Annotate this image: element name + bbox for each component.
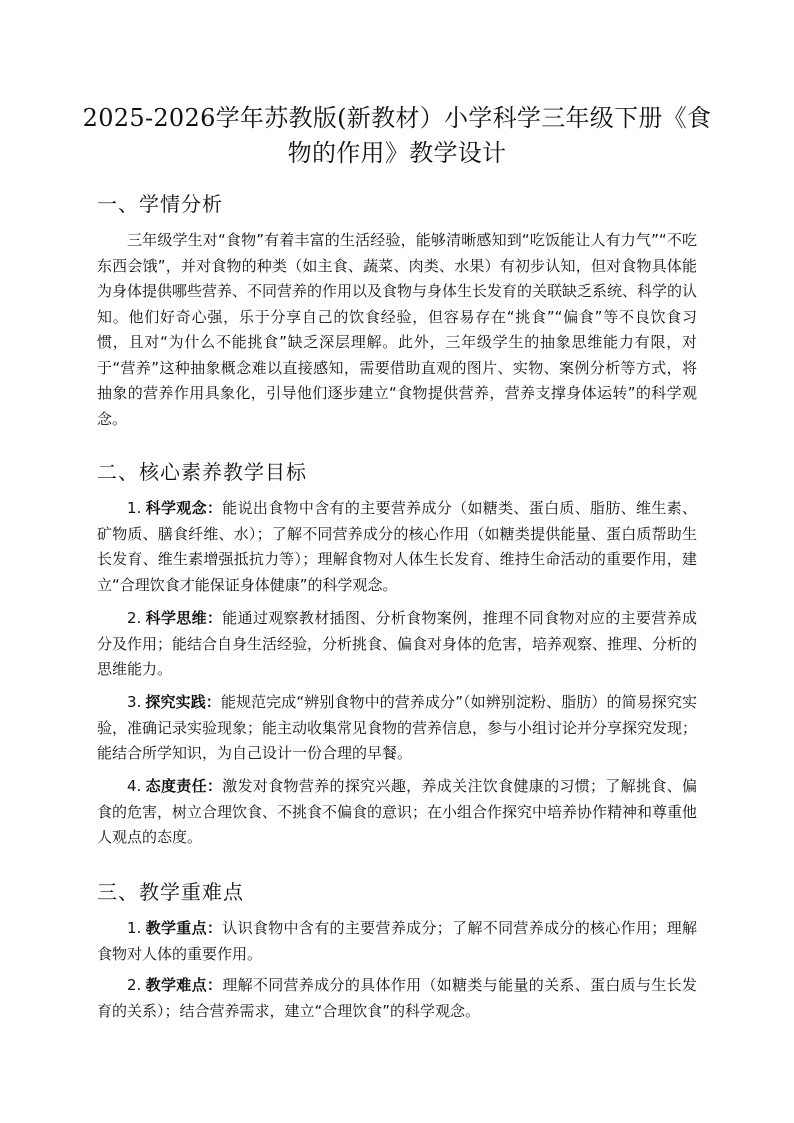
key-point-text: 认识食物中含有的主要营养成分；了解不同营养成分的核心作用；理解食物对人体的重要作用。 xyxy=(97,919,697,963)
objective-label: 科学观念： xyxy=(145,499,223,517)
learner-analysis-paragraph: 三年级学生对“食物”有着丰富的生活经验，能够清晰感知到“吃饭能让人有力气”“不吃东西会饿”，并对食物的种类（如主食、蔬菜、肉类、水果）有初步认知，但对食物具体能为身体提供哪些营养、不同营养的作用以及食物与身体生长发育的关联缺乏系统、科学的认知。他们好奇心强，乐于分享自己的饮食经验，但容易存在“挑食”“偏食”等不良饮食习惯，且对“为什么不能挑食”缺乏深层理解。此外，三年级学生的抽象思维能力有限，对于“营养”这种抽象概念难以直接感知，需要借助直观的图片、实物、案例分析等方式，将抽象的营养作用具象化，引导他们逐步建立“食物提供营养，营养支撑身体运转”的科学观念。 xyxy=(97,231,698,428)
section-heading-learner-analysis: 一、学情分析 xyxy=(97,192,223,216)
objective-item xyxy=(97,690,697,767)
difficulty-item xyxy=(97,973,697,1024)
objective-number: 4. xyxy=(127,777,142,795)
difficulty-text: 理解不同营养成分的具体作用（如糖类与能量的关系、蛋白质与生长发育的关系）；结合营养需求，建立“合理饮食”的科学观念。 xyxy=(97,976,697,1020)
difficulty-number: 2. xyxy=(127,976,142,994)
objective-label: 探究实践： xyxy=(145,693,221,711)
objective-item xyxy=(97,606,697,683)
objective-number: 1. xyxy=(127,499,142,517)
key-point-label: 教学重点： xyxy=(145,919,223,937)
objective-text: 激发对食物营养的探究兴趣，养成关注饮食健康的习惯；了解挑食、偏食的危害，树立合理饮食、不挑食不偏食的意识；在小组合作探究中培养协作精神和尊重他人观点的态度。 xyxy=(97,777,698,846)
key-point-item xyxy=(97,916,697,967)
objective-number: 2. xyxy=(127,609,142,627)
difficulty-label: 教学难点： xyxy=(145,976,223,994)
objective-item xyxy=(97,496,697,598)
document-title: 2025-2026学年苏教版(新教材）小学科学三年级下册《食物的作用》教学设计 xyxy=(82,104,712,167)
objective-label: 态度责任： xyxy=(145,777,223,795)
objective-label: 科学思维： xyxy=(145,609,223,627)
section-heading-key-difficulties: 三、教学重难点 xyxy=(97,880,244,904)
objective-number: 3. xyxy=(127,693,142,711)
objective-text: 能说出食物中含有的主要营养成分（如糖类、蛋白质、脂肪、维生素、矿物质、膳食纤维、水）；了解不同营养成分的核心作用（如糖类提供能量、蛋白质帮助生长发育、维生素增强抵抗力等）；理解食物对人体生长发育、维持生命活动的重要作用，建立“合理饮食才能保证身体健康”的科学观念。 xyxy=(97,499,697,594)
objective-text: 能规范完成“辨别食物中的营养成分”（如辨别淀粉、脂肪）的简易探究实验，准确记录实验现象；能主动收集常见食物的营养信息，参与小组讨论并分享探究发现；能结合所学知识，为自己设计一份合理的早餐。 xyxy=(97,693,698,762)
objective-text: 能通过观察教材插图、分析食物案例，推理不同食物对应的主要营养成分及作用；能结合自身生活经验，分析挑食、偏食对身体的危害，培养观察、推理、分析的思维能力。 xyxy=(97,609,698,678)
section-heading-teaching-objectives: 二、核心素养教学目标 xyxy=(97,460,307,484)
key-point-number: 1. xyxy=(127,919,142,937)
objective-item xyxy=(97,774,697,851)
